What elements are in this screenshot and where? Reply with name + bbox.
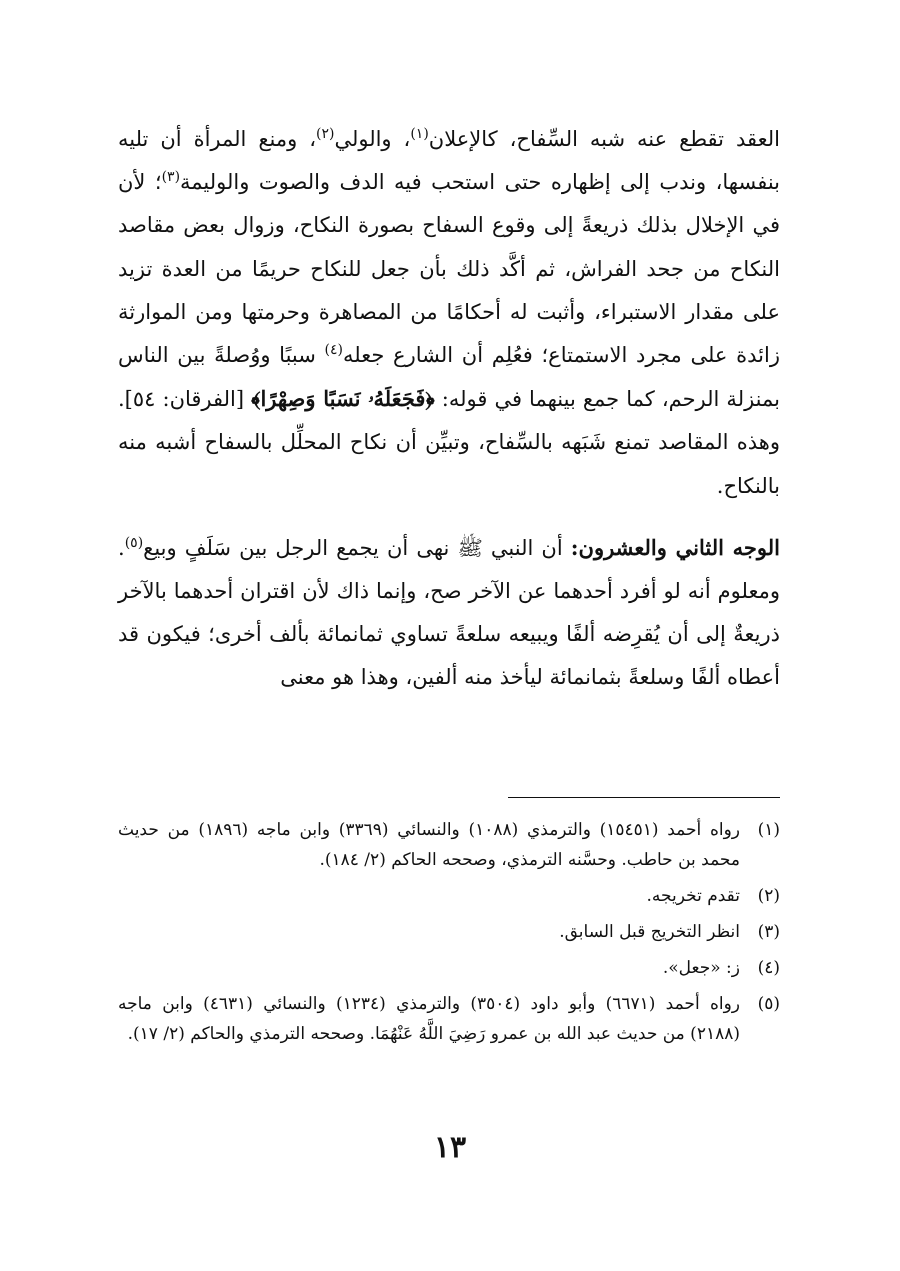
page-number: ١٣ bbox=[433, 1130, 467, 1165]
paragraph-1 bbox=[118, 118, 780, 508]
text-span: العقد تقطع عنه شبه السِّفاح، كالإعلان bbox=[428, 127, 780, 151]
footnote-number: (١) bbox=[757, 820, 780, 840]
footnote-3 bbox=[118, 917, 780, 947]
footnote-ref-5[interactable]: (٥) bbox=[124, 534, 144, 551]
section-heading: الوجه الثاني والعشرون: bbox=[570, 534, 780, 560]
text-span: ، والولي bbox=[334, 127, 411, 151]
footnote-ref-2[interactable]: (٢) bbox=[315, 126, 335, 142]
quran-verse: ﴿فَجَعَلَهُۥ نَسَبًا وَصِهْرًا﴾ bbox=[251, 386, 435, 412]
footnote-ref-3[interactable]: (٣) bbox=[161, 169, 181, 186]
footnote-number: (٣) bbox=[757, 922, 780, 942]
footnote-text: تقدم تخريجه. bbox=[646, 886, 740, 906]
footnote-text: رواه أحمد (٦٦٧١) وأبو داود (٣٥٠٤) والترمذي (١٢٣٤) والنسائي (٤٦٣١) وابن ماجه (٢١٨٨) من حديث عبد الله بن عمرو رَضِيَ اللَّهُ عَنْهُمَا. وصححه الترمذي والحاكم (٢/ ١٧). bbox=[118, 994, 741, 1044]
text-span: أن النبي ﷺ نهى أن يجمع الرجل بين سَلَفٍ وبيع bbox=[143, 535, 571, 560]
footnote-4 bbox=[118, 953, 780, 983]
footnote-text: رواه أحمد (١٥٤٥١) والترمذي (١٠٨٨) والنسائي (٣٣٦٩) وابن ماجه (١٨٩٦) من حديث محمد بن حاطب. وحسَّنه الترمذي، وصححه الحاكم (٢/ ١٨٤). bbox=[118, 820, 740, 870]
text-span: سببًا ووُصلةً بين الناس بمنزلة الرحم، كما جمع بينهما في قوله: bbox=[118, 343, 780, 412]
footnote-ref-4[interactable]: (٤) bbox=[324, 342, 344, 359]
footnote-number: (٤) bbox=[757, 958, 780, 978]
footnote-ref-1[interactable]: (١) bbox=[410, 126, 429, 142]
footnote-5 bbox=[118, 989, 780, 1049]
footnote-number: (٥) bbox=[757, 994, 780, 1014]
footnote-text: انظر التخريج قبل السابق. bbox=[559, 922, 740, 942]
footnote-number: (٢) bbox=[757, 886, 780, 906]
footnote-1 bbox=[118, 815, 780, 875]
paragraph-2 bbox=[118, 526, 780, 700]
text-span: ؛ لأن في الإخلال بذلك ذريعةً إلى وقوع السفاح بصورة النكاح، وزوال بعض مقاصد النكاح من جحد الفراش، ثم أكَّد ذلك بأن جعل للنكاح حريمًا من العدة تزيد على مقدار الاستبراء، وأثبت له أحكامًا من المصاهرة وحرمتها ومن الموارثة زائدة على مجرد الاستمتاع؛ فعُلِم أن الشارع جعله bbox=[118, 170, 780, 368]
footnote-text: ز: «جعل». bbox=[662, 958, 740, 978]
main-text bbox=[118, 118, 780, 700]
text-span: ، ومنع المرأة أن تليه بنفسها، وندب إلى إظهاره حتى استحب فيه الدف والصوت والوليمة bbox=[118, 127, 781, 195]
footnotes bbox=[118, 815, 780, 1055]
footnote-2 bbox=[118, 881, 780, 911]
text-span: [الفرقان: ٥٤]. وهذه المقاصد تمنع شَبَهه بالسِّفاح، وتبيِّن أن نكاح المحلِّل بالسفاح أشبه منه بالنكاح. bbox=[118, 387, 780, 498]
text-span: . ومعلوم أنه لو أفرد أحدهما عن الآخر صح، وإنما ذاك لأن اقتران أحدهما بالآخر ذريعةٌ إلى أن يُقرِضه ألفًا ويبيعه سلعةً تساوي ثمانمائة بألف أخرى؛ فيكون قد أعطاه ألفًا وسلعةً بثمانمائة ليأخذ منه ألفين، وهذا هو معنى bbox=[118, 535, 780, 690]
footnote-divider bbox=[508, 797, 780, 798]
